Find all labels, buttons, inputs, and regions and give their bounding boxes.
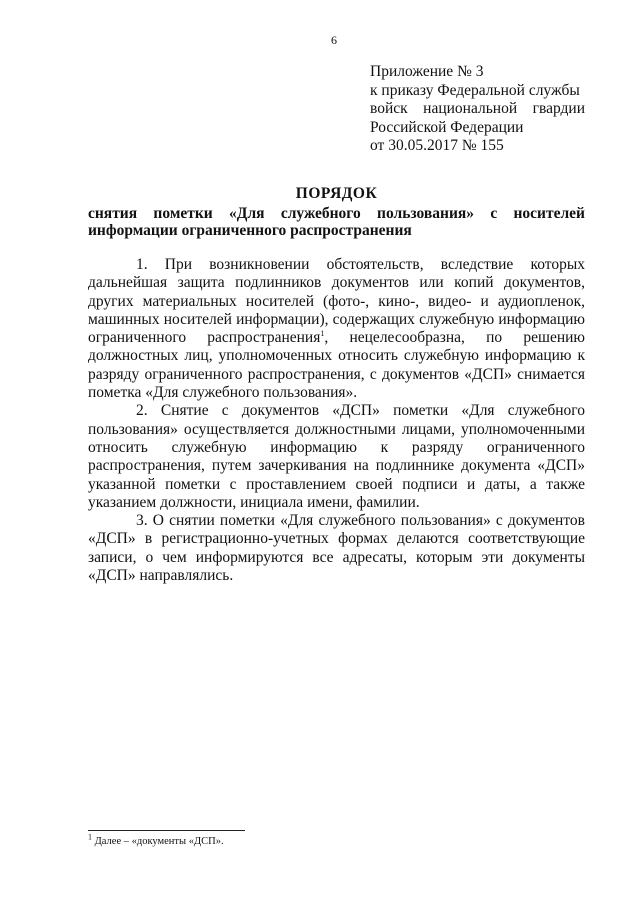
document-body — [88, 256, 585, 585]
title-main: ПОРЯДОК — [295, 185, 378, 202]
title-subtitle-line-1: снятия пометки «Для служебного пользования» с носителей — [88, 204, 585, 222]
title-subtitle-line-2: информации ограниченного распространения — [88, 222, 412, 239]
paragraph-1-text-a: 1. При возникновении обстоятельств, вследствие которых дальнейшая защита подлинников документов или копий документов, других материальных носителей (фото-, кино-, видео- и аудиопленок, машинных носителей информации), содержащих служебную информацию ограниченного распространения — [88, 256, 585, 347]
appendix-line-4: Российской Федерации — [370, 118, 524, 136]
document-title — [88, 185, 585, 240]
appendix-line-5: от 30.05.2017 № 155 — [370, 137, 504, 154]
footnote-mark: 1 — [88, 832, 92, 842]
page-number: 6 — [331, 33, 337, 47]
appendix-line-3: войск национальной гвардии — [370, 100, 585, 117]
appendix-line-1: Приложение № 3 — [370, 63, 484, 80]
paragraph-1-text-b: , нецелесообразна, по решению должностных лиц, уполномоченных относить служебную информацию к разряду ограниченного распространения, с документов «ДСП» снимается пометка «Для служебного пользования». — [88, 329, 586, 402]
footnote-divider — [88, 830, 245, 831]
appendix-line-2: к приказу Федеральной службы — [370, 81, 580, 99]
appendix-header — [370, 63, 585, 156]
paragraph-2: 2. Снятие с документов «ДСП» пометки «Для служебного пользования» осуществляется должностными лицами, уполномоченными относить служебную информацию к разряду ограниченного распространения, путем зачеркивания на подлиннике документа «ДСП» указанной пометки с проставлением своей подписи и даты, а также указанием должности, инициала имени, фамилии. — [88, 402, 585, 511]
paragraph-1 — [88, 256, 585, 402]
footnote — [88, 832, 585, 847]
footnote-text: Далее – «документы «ДСП». — [92, 836, 224, 847]
footnote-reference: 1 — [320, 329, 325, 339]
paragraph-3: 3. О снятии пометки «Для служебного пользования» с документов «ДСП» в регистрационно-учетных формах делаются соответствующие записи, о чем информируются все адресаты, которым эти документы «ДСП» направлялись. — [88, 512, 585, 585]
